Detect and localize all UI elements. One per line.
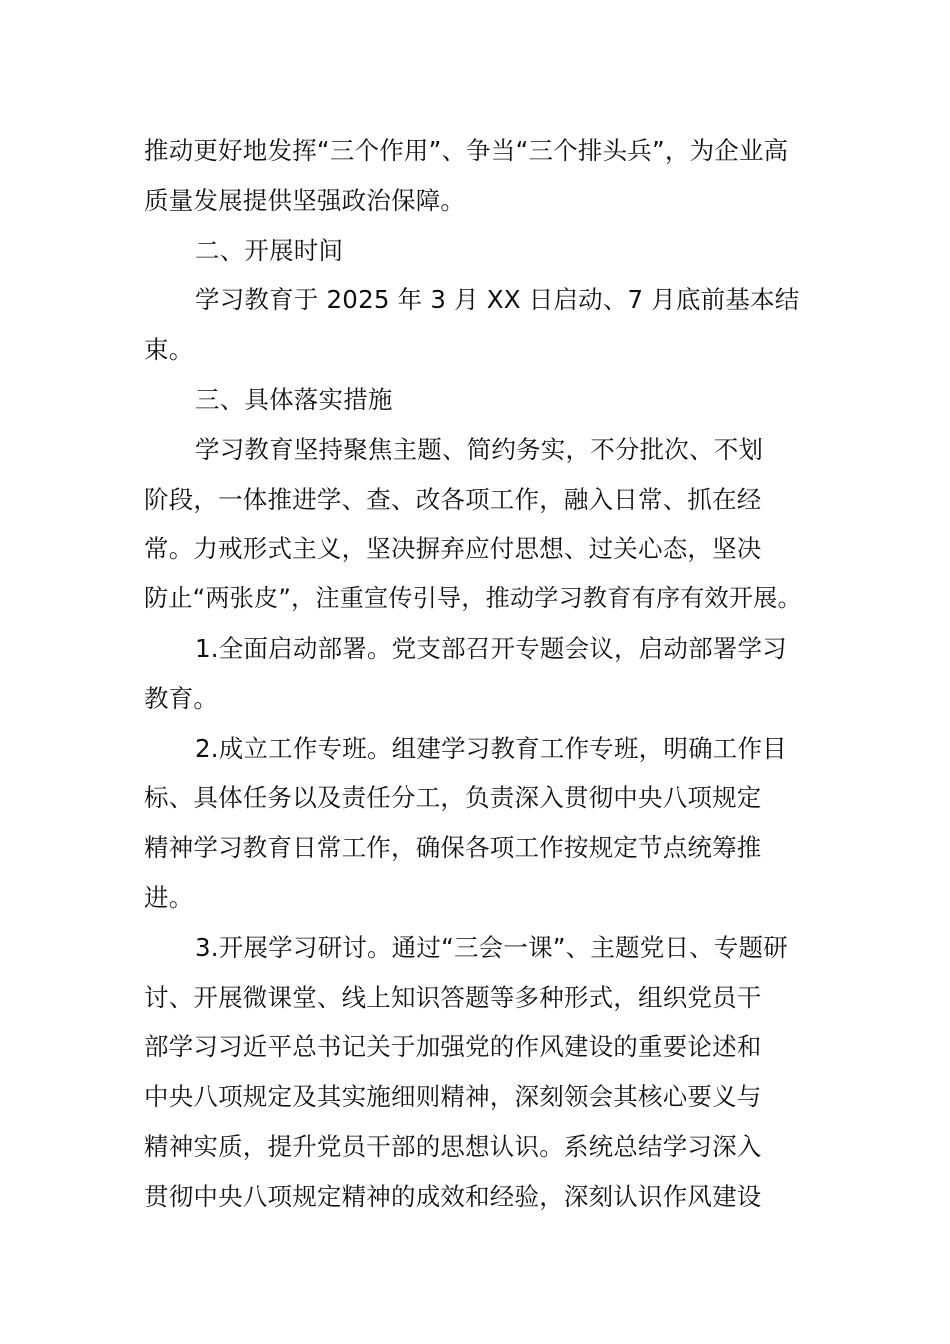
text-line: 2.成立工作专班。组建学习教育工作专班，明确工作目 (195, 733, 787, 763)
text-line: 讨、开展微课堂、线上知识答题等多种形式，组织党员干 (144, 982, 762, 1012)
text-line: 防止“两张皮”，注重宣传引导，推动学习教育有序有效开展。 (144, 584, 802, 613)
text-line: 精神实质，提升党员干部的思想认识。系统总结学习深入 (144, 1131, 762, 1161)
text-line: 进。 (144, 882, 194, 912)
text-line: 束。 (144, 335, 194, 365)
text-line: 教育。 (144, 683, 219, 713)
text-line: 质量发展提供坚强政治保障。 (144, 185, 466, 215)
text-line: 贯彻中央八项规定精神的成效和经验，深刻认识作风建设 (144, 1181, 762, 1211)
text-line: 1.全面启动部署。党支部召开专题会议，启动部署学习 (195, 633, 787, 663)
text-line: 学习教育坚持聚焦主题、简约务实，不分批次、不划 (195, 434, 764, 464)
text-line: 部学习习近平总书记关于加强党的作风建设的重要论述和 (144, 1032, 762, 1062)
section-heading: 三、具体落实措施 (195, 384, 393, 414)
text-line: 推动更好地发挥“三个作用”、争当“三个排头兵”，为企业高 (144, 136, 789, 165)
text-line: 学习教育于 2025 年 3 月 XX 日启动、7 月底前基本结 (195, 285, 800, 315)
text-line: 标、具体任务以及责任分工，负责深入贯彻中央八项规定 (144, 783, 762, 813)
text-line: 常。力戒形式主义，坚决摒弃应付思想、过关心态，坚决 (144, 534, 762, 564)
text-line: 精神学习教育日常工作，确保各项工作按规定节点统筹推 (144, 833, 762, 863)
text-line: 阶段，一体推进学、查、改各项工作，融入日常、抓在经 (144, 484, 762, 514)
section-heading: 二、开展时间 (195, 235, 344, 265)
text-line: 中央八项规定及其实施细则精神，深刻领会其核心要义与 (144, 1082, 762, 1112)
document-body (144, 126, 809, 1222)
text-line: 3.开展学习研讨。通过“三会一课”、主题党日、专题研 (195, 932, 788, 962)
